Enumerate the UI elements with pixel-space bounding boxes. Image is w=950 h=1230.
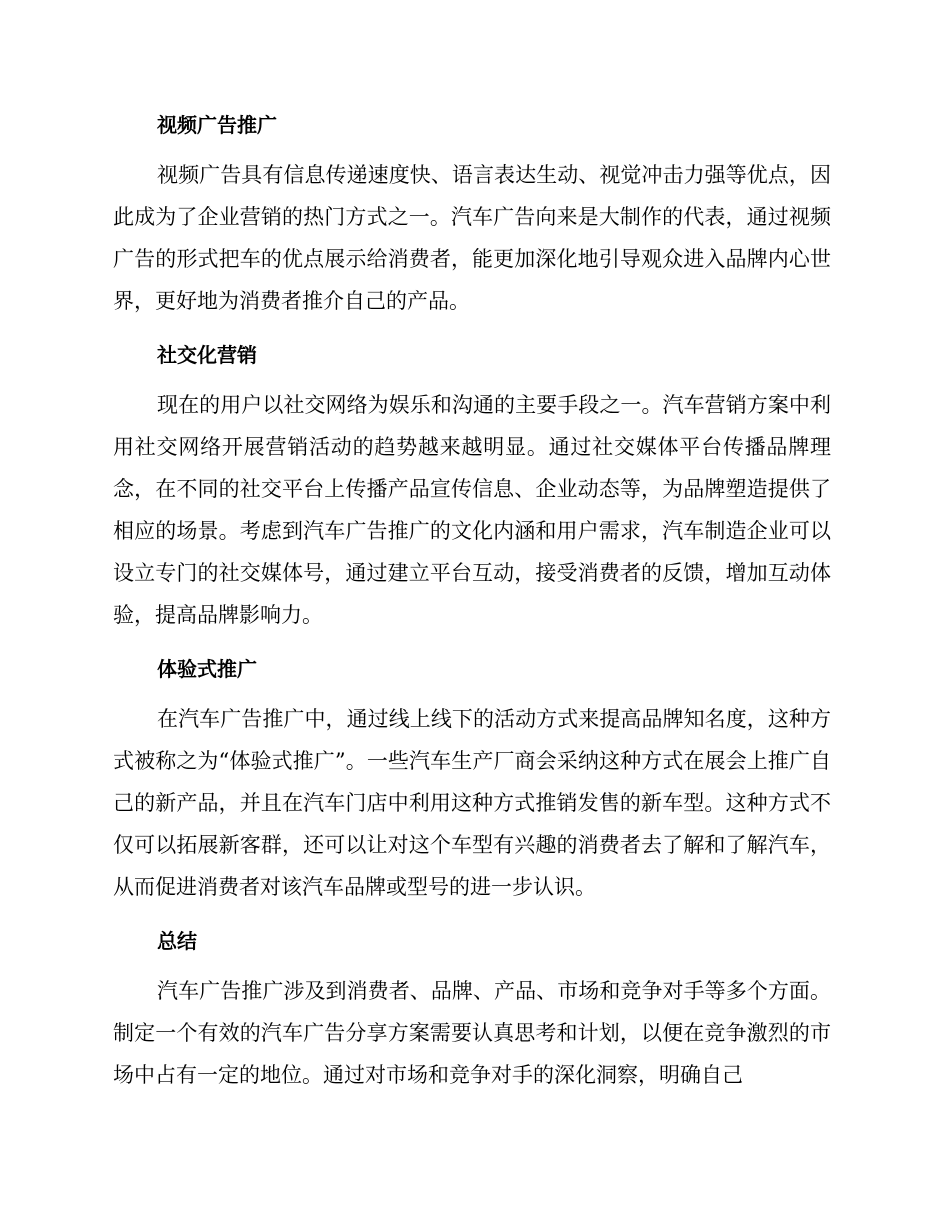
- section-body-social-marketing: 现在的用户以社交网络为娱乐和沟通的主要手段之一。汽车营销方案中利用社交网络开展营销活动的趋势越来越明显。通过社交媒体平台传播品牌理念，在不同的社交平台上传播产品宣传信息、企业动态等，为品牌塑造提供了相应的场景。考虑到汽车广告推广的文化内涵和用户需求，汽车制造企业可以设立专门的社交媒体号，通过建立平台互动，接受消费者的反馈，增加互动体验，提高品牌影响力。: [113, 393, 831, 627]
- section-heading-video-ads: 视频广告推广: [157, 113, 277, 137]
- section-body-video-ads: 视频广告具有信息传递速度快、语言表达生动、视觉冲击力强等优点，因此成为了企业营销的热门方式之一。汽车广告向来是大制作的代表，通过视频广告的形式把车的优点展示给消费者，能更加深化地引导观众进入品牌内心世界，更好地为消费者推介自己的产品。: [113, 163, 831, 313]
- document-page: [113, 104, 831, 1108]
- section-heading-summary: 总结: [157, 929, 197, 953]
- section-body-experiential: 在汽车广告推广中，通过线上线下的活动方式来提高品牌知名度，这种方式被称之为“体验式推广”。一些汽车生产厂商会采纳这种方式在展会上推广自己的新产品，并且在汽车门店中利用这种方式推销发售的新车型。这种方式不仅可以拓展新客群，还可以让对这个车型有兴趣的消费者去了解和了解汽车，从而促进消费者对该汽车品牌或型号的进一步认识。: [113, 707, 831, 899]
- section-heading-experiential: 体验式推广: [157, 657, 257, 681]
- section-body-summary: 汽车广告推广涉及到消费者、品牌、产品、市场和竞争对手等多个方面。制定一个有效的汽车广告分享方案需要认真思考和计划，以便在竞争激烈的市场中占有一定的地位。通过对市场和竞争对手的深化洞察，明确自己: [113, 979, 831, 1087]
- section-heading-social-marketing: 社交化营销: [157, 343, 257, 367]
